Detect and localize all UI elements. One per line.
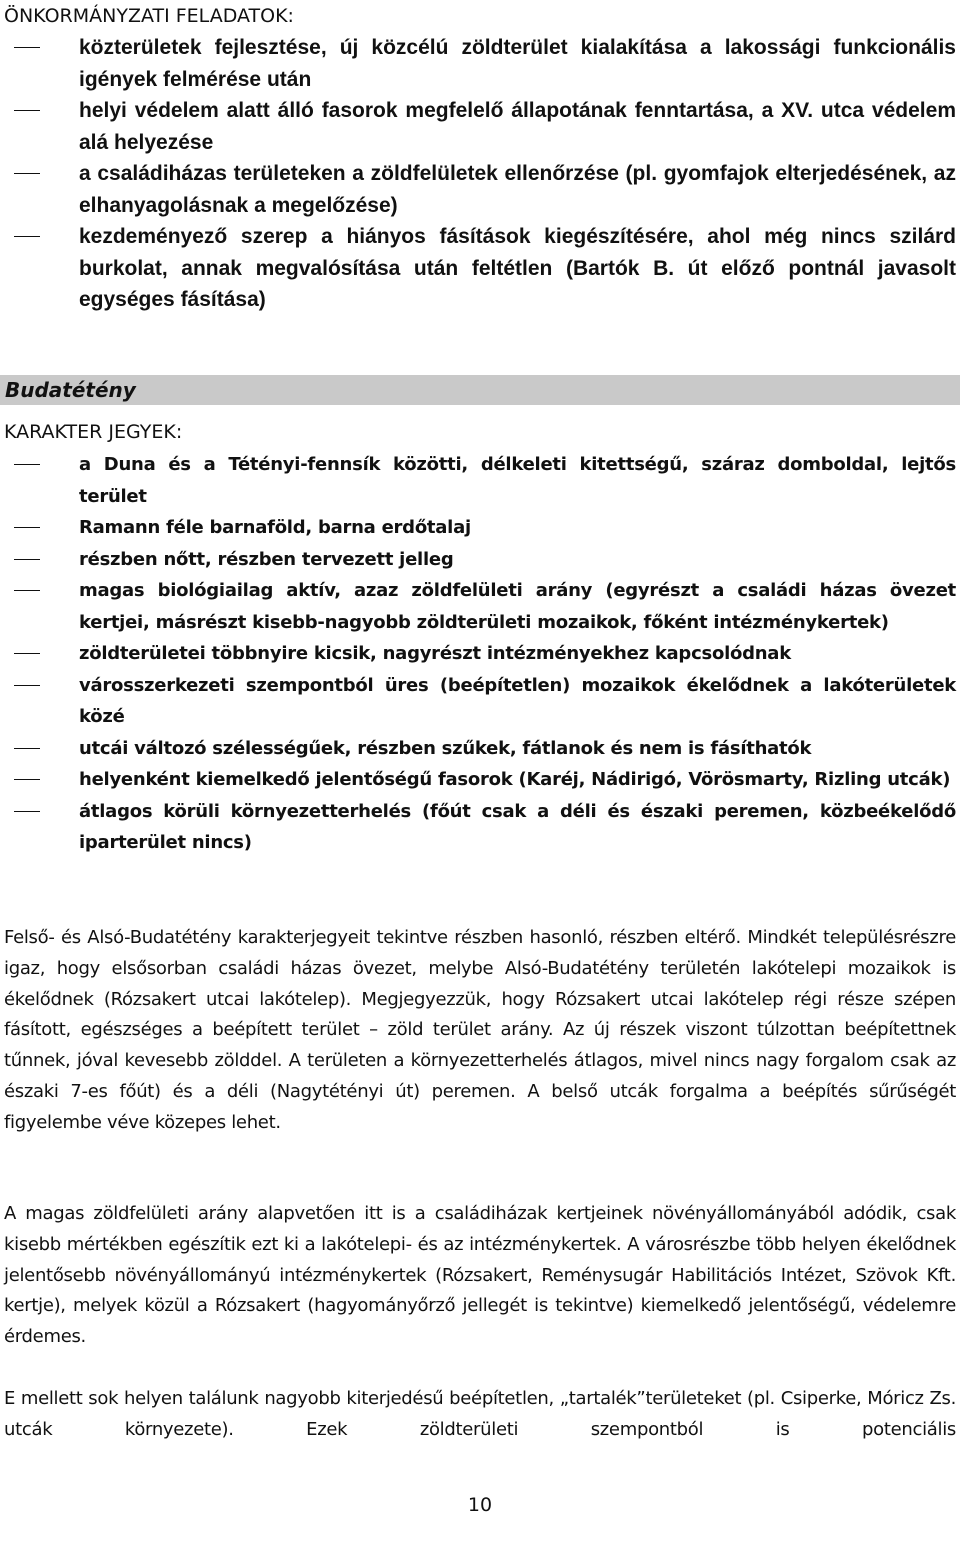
dash-bullet-icon (14, 110, 40, 111)
body-paragraph: A magas zöldfelületi arány alapvetően itt is a családiházak kertjeinek növényállományából adódik, csak kisebb mértékben egészítik ezt ki a lakótelepi- és az intézménykertek. A városrészbe több helyen ékelődnek jelentősebb növényállományú intézménykertek (Rózsakert, Reménysugár Habilitációs Intézet, Szövok Kft. kertje), melyek közül a Rózsakert (hagyományőrző jellegét is tekintve) kiemelkedő jelentőségű, védelemre érdemes. (4, 1203, 956, 1348)
dash-bullet-icon (14, 748, 40, 749)
list-item-text: helyenként kiemelkedő jelentőségű fasorok (Karéj, Nádirigó, Vörösmarty, Rizling utcák) (79, 769, 951, 790)
dash-bullet-icon (14, 559, 40, 560)
dash-bullet-icon (14, 47, 40, 48)
list-item-text: utcái változó szélességűek, részben szűkek, fátlanok és nem is fásíthatók (79, 737, 812, 759)
dash-bullet-icon (14, 653, 40, 654)
section-title: Budatétény (5, 378, 136, 402)
dash-bullet-icon (14, 236, 40, 237)
list-item (0, 95, 960, 158)
dash-bullet-icon (14, 811, 40, 812)
dash-bullet-icon (14, 464, 40, 465)
body-paragraph: E mellett sok helyen találunk nagyobb kiterjedésű beépítetlen, „tartalék”területeket (pl. Csiperke, Móricz Zs. utcák környezete). Ezek zöldterületi szempontból is potenciális (4, 1388, 956, 1440)
list-item (0, 764, 960, 796)
list-item-text: magas biológiailag aktív, azaz zöldfelületi arány (egyrészt a családi házas övezet kertjei, másrészt kisebb-nagyobb zöldterületi mozaikok, főként intézménykertek) (79, 580, 956, 633)
page-number: 10 (467, 1494, 493, 1516)
list-item-text: átlagos körüli környezetterhelés (főút csak a déli és északi peremen, közbeékelődő iparterület nincs) (79, 800, 956, 853)
list-item (0, 638, 960, 670)
list-item (0, 544, 960, 576)
list-item-text: részben nőtt, részben tervezett jelleg (79, 548, 454, 570)
list-item (0, 449, 960, 512)
list-item (0, 796, 960, 859)
tasks-list (0, 32, 960, 316)
list-item-text: helyi védelem alatt álló fasorok megfelelő állapotának fenntartása, a XV. utca védelem alá helyezése (79, 99, 956, 154)
list-item-text: városszerkezeti szempontból üres (beépítetlen) mozaikok ékelődnek a lakóterületek közé (79, 674, 956, 727)
character-heading: KARAKTER JEGYEK: (4, 421, 183, 443)
dash-bullet-icon (14, 685, 40, 686)
list-item-text: a Duna és a Tétényi-fennsík közötti, délkeleti kitettségű, száraz domboldal, lejtős terület (79, 454, 956, 507)
list-item-text: közterületek fejlesztése, új közcélú zöldterület kialakítása a lakossági funkcionális igények felmérése után (79, 36, 956, 91)
list-item (0, 32, 960, 95)
character-list (0, 449, 960, 859)
dash-bullet-icon (14, 527, 40, 528)
list-item (0, 512, 960, 544)
list-item-text: kezdeményező szerep a hiányos fásítások kiegészítésére, ahol még nincs szilárd burkolat, annak megvalósítása után feltétlen (Bartók B. út előző pontnál javasolt egységes fásítása) (79, 225, 956, 311)
dash-bullet-icon (14, 779, 40, 780)
list-item (0, 733, 960, 765)
section-header-bar (0, 375, 960, 405)
tasks-heading: ÖNKORMÁNYZATI FELADATOK: (4, 5, 294, 27)
list-item (0, 158, 960, 221)
list-item-text: zöldterületei többnyire kicsik, nagyrészt intézményekhez kapcsolódnak (79, 643, 791, 664)
list-item-text: a családiházas területeken a zöldfelületek ellenőrzése (pl. gyomfajok elterjedésének, az elhanyagolásnak a megelőzése) (79, 162, 956, 217)
dash-bullet-icon (14, 590, 40, 591)
dash-bullet-icon (14, 173, 40, 174)
list-item (0, 221, 960, 316)
list-item (0, 670, 960, 733)
list-item-text: Ramann féle barnaföld, barna erdőtalaj (79, 517, 471, 538)
body-paragraph: Felső- és Alsó-Budatétény karakterjegyeit tekintve részben hasonló, részben eltérő. Mindkét településrészre igaz, hogy elsősorban családi házas övezet, melybe Alsó-Budatétény területén lakótelepi mozaikok is ékelődnek (Rózsakert utcai lakótelep). Megjegyezzük, hogy Rózsakert utcai lakótelep régi része szépen fásított, egészséges a beépített terület – zöld terület arány. Az új részek viszont túlzottan beépítettnek tűnnek, jóval kevesebb zölddel. A területen a környezetterhelés átlagos, mivel nincs nagy forgalom csak az északi 7-es főút) és a déli (Nagytétényi út) peremen. A belső utcák forgalma a beépítés sűrűségét figyelembe véve közepes lehet. (4, 927, 956, 1133)
list-item (0, 575, 960, 638)
